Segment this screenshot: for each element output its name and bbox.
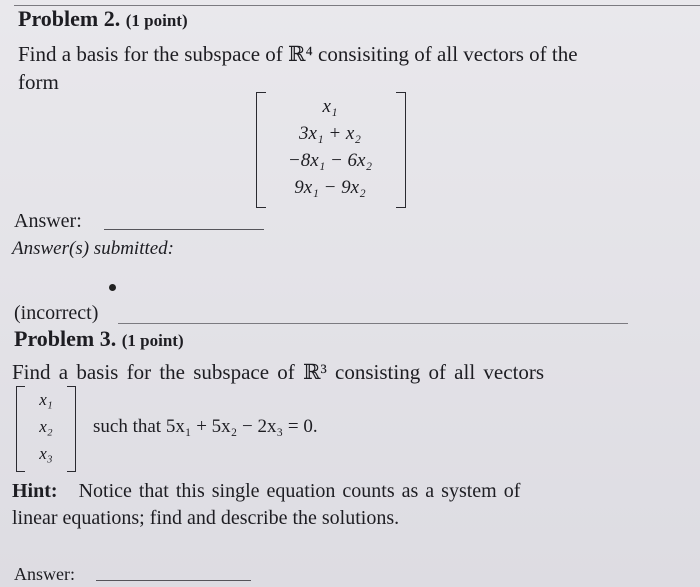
- vector-entry: −8x₁ − 6x₂: [287, 150, 373, 171]
- problem3-points: (1 point): [121, 331, 184, 350]
- problem2-prompt-line1: Find a basis for the subspace of ℝ⁴ consisiting of all vectors of the: [18, 42, 578, 66]
- problem2-points: (1 point): [125, 11, 188, 30]
- problem2-status: (incorrect): [14, 302, 99, 324]
- problem-divider: [118, 323, 628, 324]
- problem2-submitted-label: Answer(s) submitted:: [12, 238, 175, 259]
- vector-entry: x₁: [39, 390, 53, 409]
- left-bracket: [256, 92, 266, 208]
- problem2-answer-field[interactable]: [104, 229, 264, 230]
- problem3-prompt: Find a basis for the subspace of ℝ³ consisting of all vectors: [12, 360, 545, 384]
- hint-line2: linear equations; find and describe the solutions.: [12, 507, 400, 529]
- problem2-prompt-line2: form: [18, 70, 59, 94]
- hint-label: Hint:: [12, 480, 58, 502]
- vector-entry: 9x₁ − 9x₂: [294, 177, 366, 198]
- vector-entry: 3x₁ + x₂: [299, 123, 361, 144]
- problem3-hint: [12, 480, 520, 503]
- problem3-answer-field[interactable]: [96, 580, 251, 581]
- submitted-answer-bullet: [109, 284, 116, 291]
- hint-line1: Notice that this single equation counts as a system of: [78, 480, 521, 502]
- vector-entry: x₂: [39, 417, 53, 436]
- problem2-title: Problem 2.: [18, 6, 121, 31]
- problem3-condition: such that 5x₁ + 5x₂ − 2x₃ = 0.: [93, 416, 318, 437]
- problem3-heading: [14, 326, 184, 352]
- problem3-answer-label: Answer:: [14, 564, 75, 584]
- problem2-heading: [18, 6, 188, 32]
- vector-entry: x₁: [322, 96, 338, 117]
- left-bracket: [16, 386, 25, 472]
- right-bracket: [396, 92, 406, 208]
- vector-entry: x₃: [39, 444, 53, 463]
- right-bracket: [67, 386, 76, 472]
- problem2-answer-label: Answer:: [14, 210, 82, 232]
- problem3-title: Problem 3.: [14, 326, 117, 351]
